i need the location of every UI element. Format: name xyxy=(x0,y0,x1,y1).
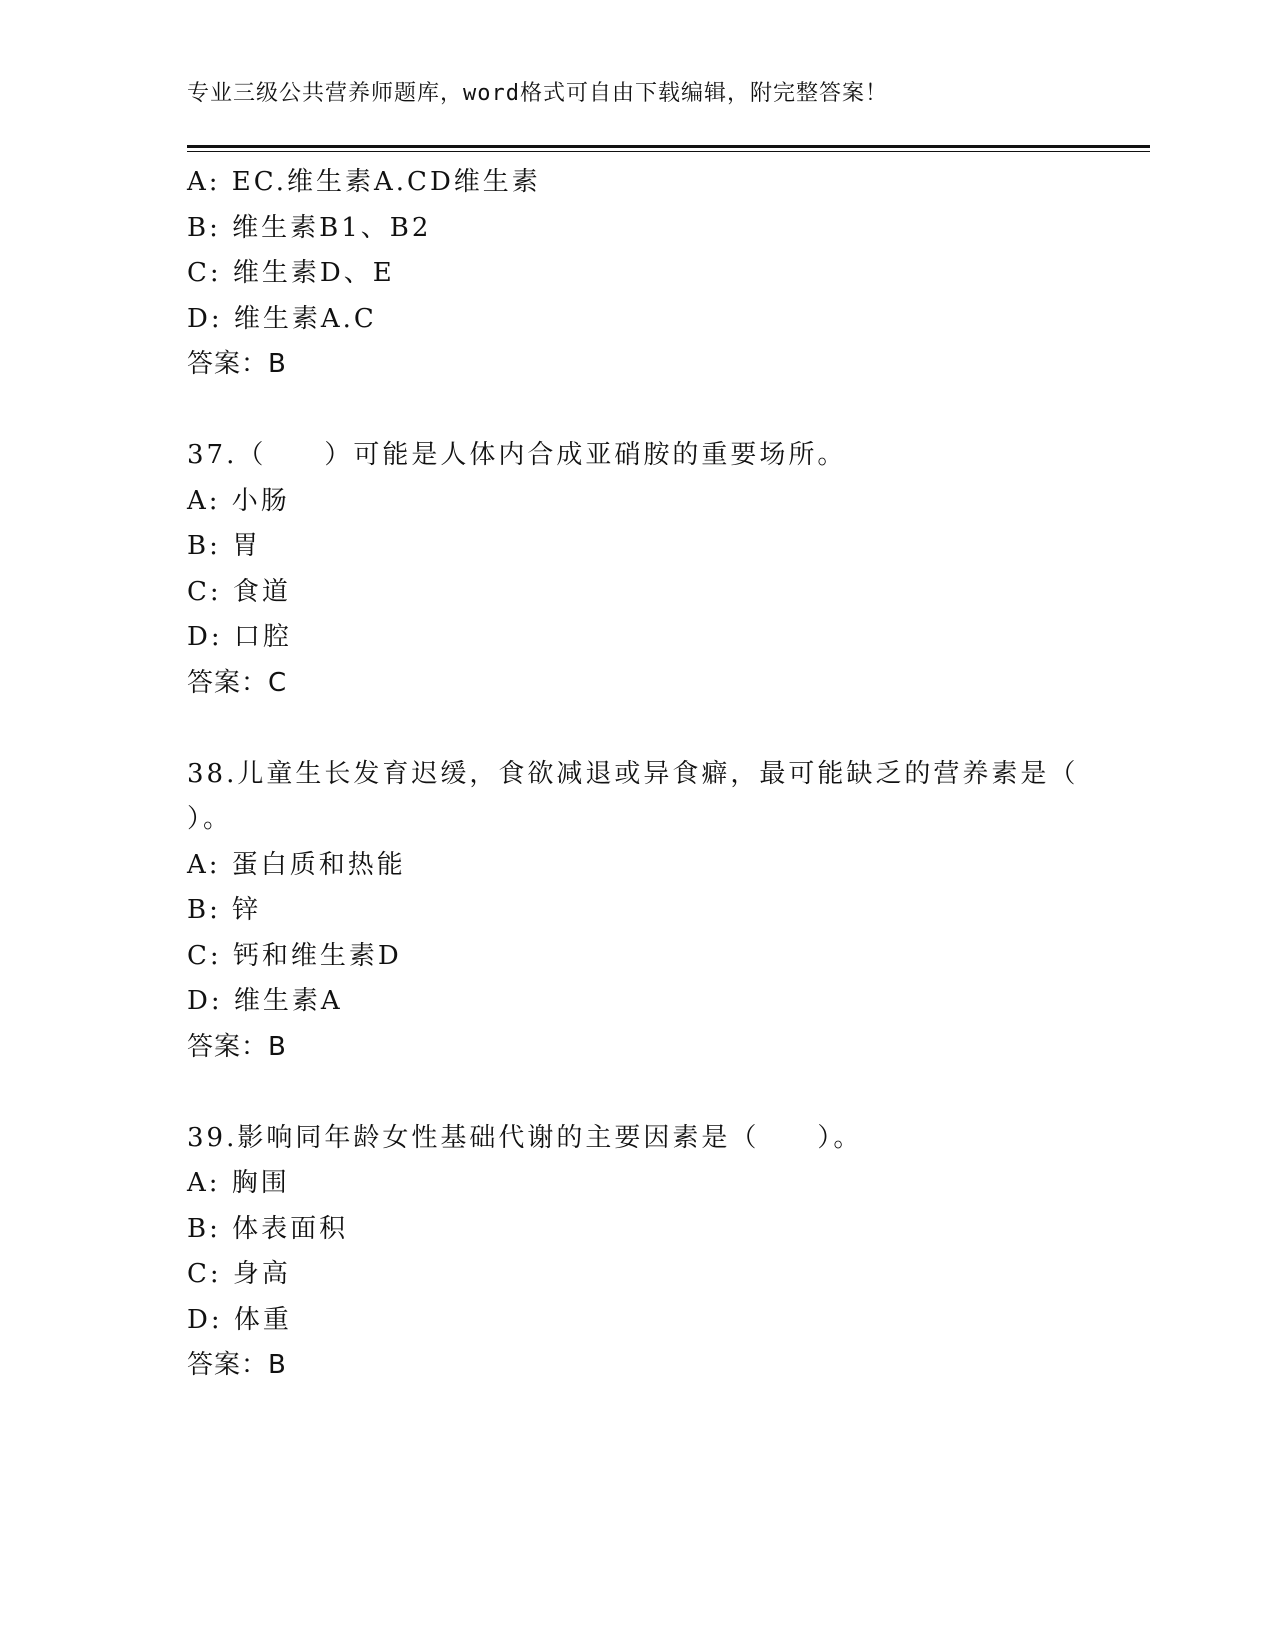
option-c: C: 身高 xyxy=(187,1259,291,1289)
option-a: A: 小肠 xyxy=(187,485,290,516)
header-divider-thin xyxy=(187,151,1150,152)
question-stem-line-1: 38.儿童生长发育迟缓，食欲减退或异食癖，最可能缺乏的营养素是（ xyxy=(187,758,1079,789)
option-b: B: 锌 xyxy=(187,895,262,925)
question-list xyxy=(187,160,1087,1389)
option-b: B: 体表面积 xyxy=(187,1213,349,1244)
answer: 答案：B xyxy=(187,1031,287,1062)
question-stem-line-2: ）。 xyxy=(187,804,233,834)
document-header: 专业三级公共营养师题库，word格式可自由下载编辑，附完整答案！ xyxy=(187,81,888,106)
question-38 xyxy=(187,752,1087,1071)
option-a: A: 胸围 xyxy=(187,1168,290,1198)
question-39 xyxy=(187,1116,1087,1389)
answer: 答案：B xyxy=(187,1350,287,1380)
option-d: D: 体重 xyxy=(187,1304,292,1335)
option-a: A: 蛋白质和热能 xyxy=(187,849,406,880)
answer: 答案：B xyxy=(187,349,287,379)
option-d: D: 维生素A.C xyxy=(187,303,377,334)
option-d: D: 口腔 xyxy=(187,622,292,652)
question-37 xyxy=(187,433,1087,706)
header-divider-thick xyxy=(187,145,1150,148)
option-b: B: 维生素B1、B2 xyxy=(187,212,432,243)
option-c: C: 食道 xyxy=(187,576,291,607)
option-c: C: 钙和维生素D xyxy=(187,940,402,971)
question-36-tail xyxy=(187,160,1087,388)
answer: 答案：C xyxy=(187,667,288,698)
question-stem: 39.影响同年龄女性基础代谢的主要因素是（ ）。 xyxy=(187,1122,863,1153)
option-c: C: 维生素D、E xyxy=(187,258,395,288)
option-a: A: EC.维生素A.CD维生素 xyxy=(187,167,541,197)
question-stem: 37.（ ）可能是人体内合成亚硝胺的重要场所。 xyxy=(187,440,847,470)
option-d: D: 维生素A xyxy=(187,986,343,1016)
option-b: B: 胃 xyxy=(187,531,262,561)
